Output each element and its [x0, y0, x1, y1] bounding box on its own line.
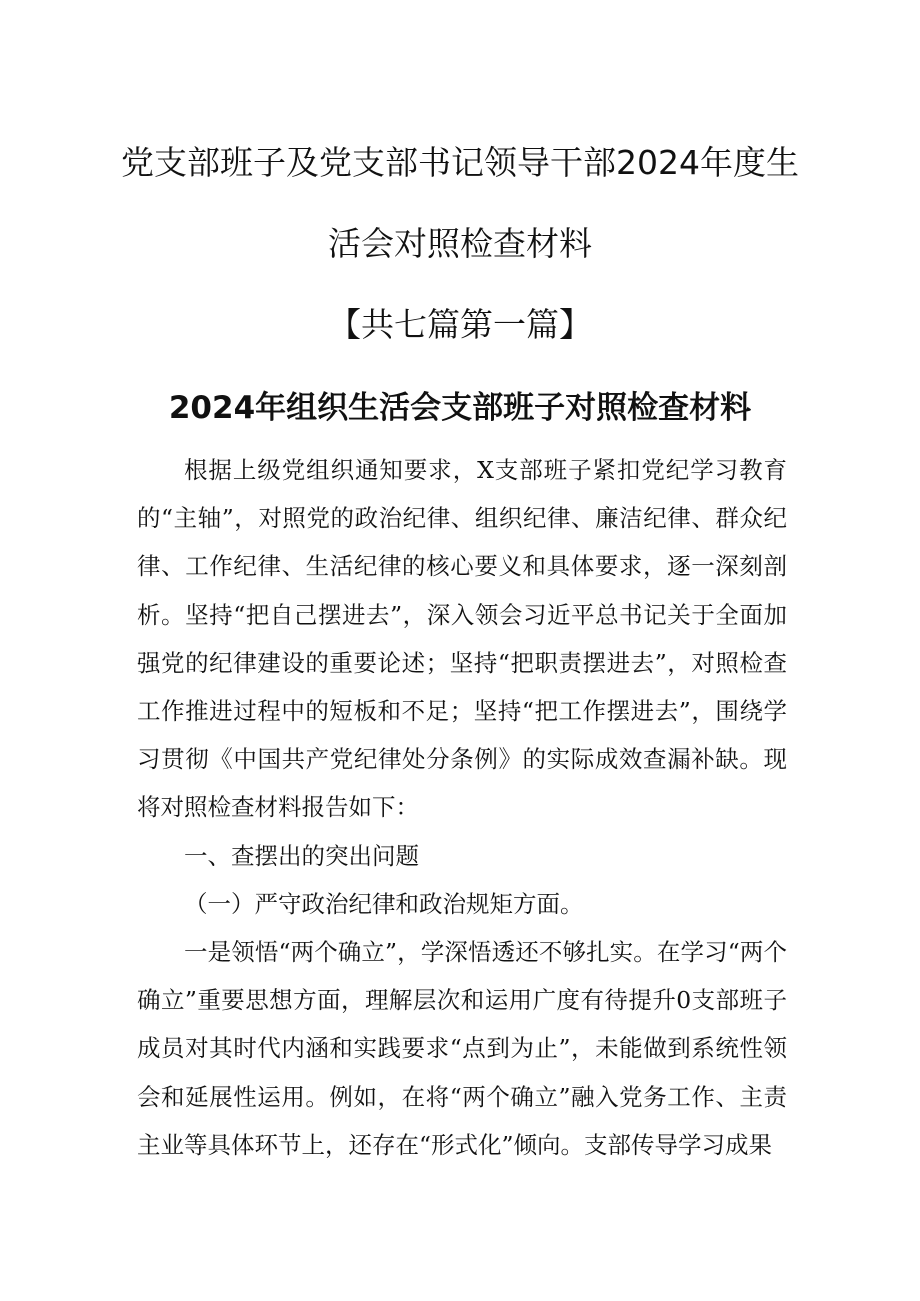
document-part-label: 【共七篇第一篇】 [328, 305, 592, 344]
document-body [137, 446, 787, 1169]
section-heading: 一、查摆出的突出问题 [184, 841, 419, 870]
subsection-heading: （一）严守政治纪律和政治规矩方面。 [184, 889, 584, 918]
paragraph-intro: 根据上级党组织通知要求，X支部班子紧扣党纪学习教育的“主轴”，对照党的政治纪律、组织纪律、廉洁纪律、群众纪律、工作纪律、生活纪律的核心要义和具体要求，逐一深刻剖析。坚持“把自己摆进去”，深入领会习近平总书记关于全面加强党的纪律建设的重要论述；坚持“把职责摆进去”，对照检查工作推进过程中的短板和不足；坚持“把工作摆进去”，围绕学习贯彻《中国共产党纪律处分条例》的实际成效查漏补缺。现将对照检查材料报告如下： [137, 456, 787, 822]
document-title-line-1: 党支部班子及党支部书记领导干部2024年度生 [121, 143, 799, 182]
paragraph-point-one: 一是领悟“两个确立”，学深悟透还不够扎实。在学习“两个确立”重要思想方面，理解层次和运用广度有待提升0支部班子成员对其时代内涵和实践要求“点到为止”，未能做到系统性领会和延展性运用。例如，在将“两个确立”融入党务工作、主责主业等具体环节上，还存在“形式化”倾向。支部传导学习成果 [137, 938, 787, 1159]
document-title-line-2: 活会对照检查材料 [328, 224, 592, 263]
document-subtitle: 2024年组织生活会支部班子对照检查材料 [168, 390, 752, 426]
